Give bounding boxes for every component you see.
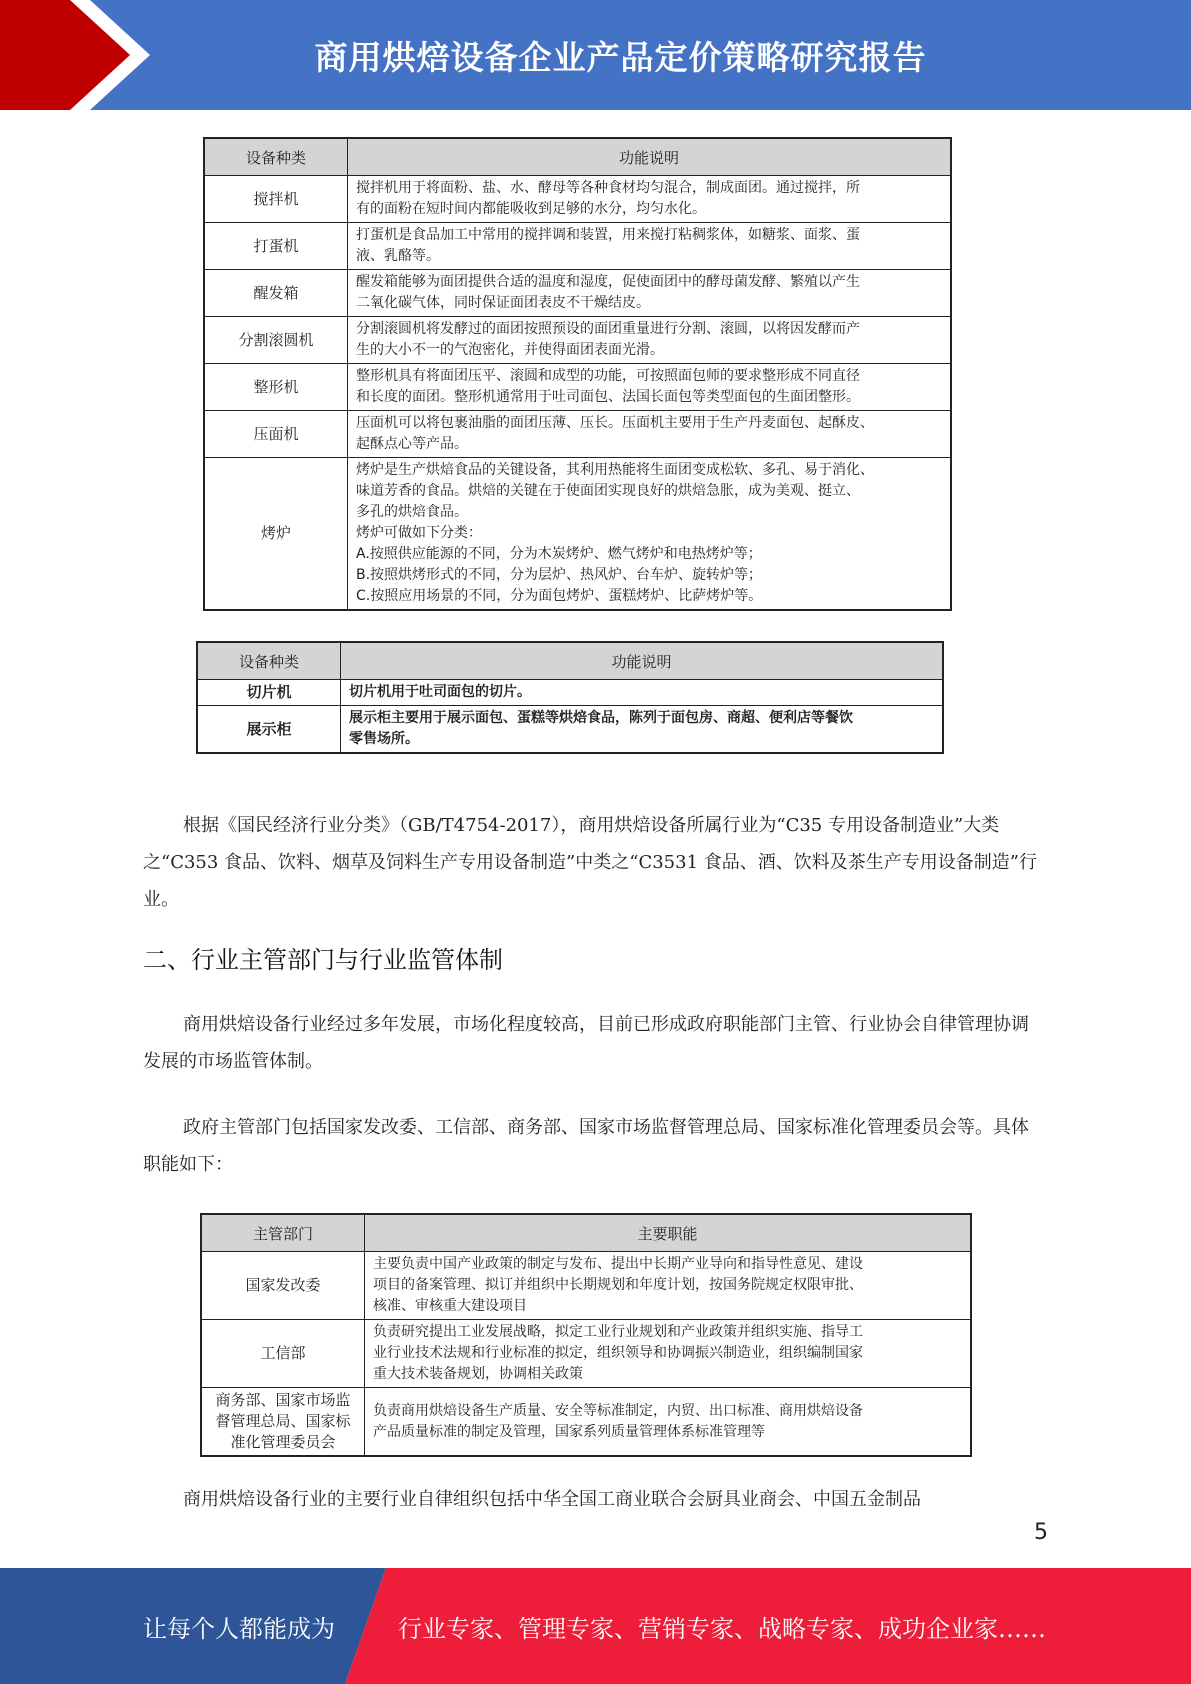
table-header-row [204,138,951,176]
category-text: 分割滚圆机 [238,330,314,349]
description-line: 液、乳酪等。 [356,248,440,264]
category-cell [197,680,341,706]
category-text: 督管理总局、国家标 [215,1412,351,1430]
body-paragraph: 根据《国民经济行业分类》（GB/T4754-2017），商用烘焙设备所属行业为“C35 专用设备制造业”大类之“C353 食品、饮料、烟草及饲料生产专用设备制造”中类之“C3531 食品、酒、饮料及茶生产专用设备制造”行业。 [143,815,1037,910]
table-row [204,458,951,611]
description-line: 业行业技术法规和行业标准的拟定，组织领导和协调振兴制造业，组织编制国家 [373,1345,863,1361]
table-row [201,1320,971,1388]
table-header-cell: 主要职能 [365,1214,972,1252]
category-text: 打蛋机 [253,236,299,255]
category-text: 醒发箱 [253,283,299,302]
description-line: 醒发箱能够为面团提供合适的温度和湿度，促使面团中的酵母菌发酵、繁殖以产生 [356,274,860,290]
description-line: 切片机用于吐司面包的切片。 [349,684,531,700]
description-cell [365,1320,972,1388]
description-line: 重大技术装备规划，协调相关政策 [373,1366,583,1382]
description-line: 压面机可以将包裹油脂的面团压薄、压长。压面机主要用于生产丹麦面包、起酥皮、 [356,415,874,431]
description-line: 项目的备案管理、拟订并组织中长期规划和年度计划，按国务院规定权限审批、 [373,1277,863,1293]
table-row [204,176,951,223]
equipment-table-2 [196,641,944,754]
description-cell [348,411,952,458]
description-line: A.按照供应能源的不同，分为木炭烤炉、燃气烤炉和电热烤炉等； [356,546,762,562]
category-cell [204,270,348,317]
category-cell [201,1252,365,1320]
description-cell [341,706,944,754]
body-paragraph: 政府主管部门包括国家发改委、工信部、商务部、国家市场监督管理总局、国家标准化管理委员会等。具体职能如下： [143,1117,1029,1175]
category-cell [197,706,341,754]
table-row [204,223,951,270]
category-text: 工信部 [260,1344,306,1362]
table-row [201,1252,971,1320]
description-line: 生的大小不一的气泡密化，并使得面团表面光滑。 [356,342,664,358]
table-row [204,270,951,317]
description-line: C.按照应用场景的不同，分为面包烤炉、蛋糕烤炉、比萨烤炉等。 [356,588,763,604]
description-line: 和长度的面团。整形机通常用于吐司面包、法国长面包等类型面包的生面团整形。 [356,389,860,405]
description-cell [348,364,952,411]
equipment-table-1 [203,137,952,611]
category-cell [204,223,348,270]
body-paragraph: 商用烘焙设备行业经过多年发展，市场化程度较高，目前已形成政府职能部门主管、行业协会自律管理协调发展的市场监管体制。 [143,1014,1029,1072]
description-line: 整形机具有将面团压平、滚圆和成型的功能，可按照面包师的要求整形成不同直径 [356,368,860,384]
description-cell [365,1388,972,1457]
description-cell [348,223,952,270]
description-line: 搅拌机用于将面粉、盐、水、酵母等各种食材均匀混合，制成面团。通过搅拌，所 [356,180,860,196]
description-line: 负责研究提出工业发展战略，拟定工业行业规划和产业政策并组织实施、指导工 [373,1324,863,1340]
description-line: 有的面粉在短时间内都能吸收到足够的水分，均匀水化。 [356,201,706,217]
category-cell [204,317,348,364]
category-text: 展示柜 [246,719,292,738]
category-cell [204,411,348,458]
table-header-cell: 功能说明 [341,642,944,680]
description-line: 展示柜主要用于展示面包、蛋糕等烘焙食品，陈列于面包房、商超、便利店等餐饮 [349,710,853,726]
table-header-cell: 设备种类 [204,138,348,176]
category-cell [201,1388,365,1457]
section-heading: 二、行业主管部门与行业监管体制 [143,946,503,974]
description-cell [348,317,952,364]
department-table [200,1213,972,1457]
table-row [197,706,943,754]
description-line: 烤炉是生产烘焙食品的关键设备，其利用热能将生面团变成松软、多孔、易于消化、 [356,462,874,478]
header-red-arrow-icon [0,0,150,110]
description-line: 烤炉可做如下分类： [356,525,482,541]
category-text: 准化管理委员会 [230,1433,336,1451]
table-row [204,317,951,364]
table-header-cell: 功能说明 [348,138,952,176]
category-text: 压面机 [253,424,299,443]
category-cell [204,176,348,223]
page-header [0,0,1191,110]
description-line: 二氧化碳气体，同时保证面团表皮不干燥结皮。 [356,295,650,311]
table-body [197,680,943,754]
table-header-cell: 主管部门 [201,1214,365,1252]
table-header-row [197,642,943,680]
description-line: 零售场所。 [349,731,419,747]
page-footer [0,1568,1191,1684]
description-line: 味道芳香的食品。烘焙的关键在于使面团实现良好的烘焙急胀，成为美观、挺立、 [356,483,860,499]
category-text: 整形机 [253,377,299,396]
table-body [204,176,951,611]
description-cell [348,458,952,611]
description-cell [348,270,952,317]
description-cell [365,1252,972,1320]
table-header-row [201,1214,971,1252]
header-title: 商用烘焙设备企业产品定价策略研究报告 [314,37,927,77]
description-cell [348,176,952,223]
category-cell [204,458,348,611]
table-row [204,364,951,411]
footer-slogan-right: 行业专家、管理专家、营销专家、战略专家、成功企业家…… [398,1614,1046,1643]
page-number: 5 [1034,1520,1048,1545]
table-row [201,1388,971,1457]
table-body [201,1252,971,1457]
category-text: 切片机 [246,683,292,701]
category-cell [204,364,348,411]
description-line: 主要负责中国产业政策的制定与发布、提出中长期产业导向和指导性意见、建设 [373,1256,863,1272]
category-text: 烤炉 [260,524,291,542]
footer-slogan-left: 让每个人都能成为 [143,1614,335,1643]
table-row [204,411,951,458]
description-cell [341,680,944,706]
description-line: 分割滚圆机将发酵过的面团按照预设的面团重量进行分割、滚圆，以将因发酵而产 [356,321,860,337]
description-line: 起酥点心等产品。 [356,436,468,452]
description-line: 负责商用烘焙设备生产质量、安全等标准制定，内贸、出口标准、商用烘焙设备 [373,1402,863,1419]
category-text: 搅拌机 [253,189,299,208]
table-row [197,680,943,706]
description-line: 核准、审核重大建设项目 [373,1298,527,1314]
body-paragraph: 商用烘焙设备行业的主要行业自律组织包括中华全国工商业联合会厨具业商会、中国五金制品 [183,1489,921,1510]
description-line: 打蛋机是食品加工中常用的搅拌调和装置，用来搅打粘稠浆体，如糖浆、面浆、蛋 [356,227,860,243]
category-text: 国家发改委 [245,1276,321,1294]
category-cell [201,1320,365,1388]
category-text: 商务部、国家市场监 [215,1391,351,1409]
description-line: 产品质量标准的制定及管理，国家系列质量管理体系标准管理等 [373,1423,765,1440]
description-line: 多孔的烘焙食品。 [356,504,468,520]
table-header-cell: 设备种类 [197,642,341,680]
description-line: B.按照烘烤形式的不同，分为层炉、热风炉、台车炉、旋转炉等； [356,567,763,583]
